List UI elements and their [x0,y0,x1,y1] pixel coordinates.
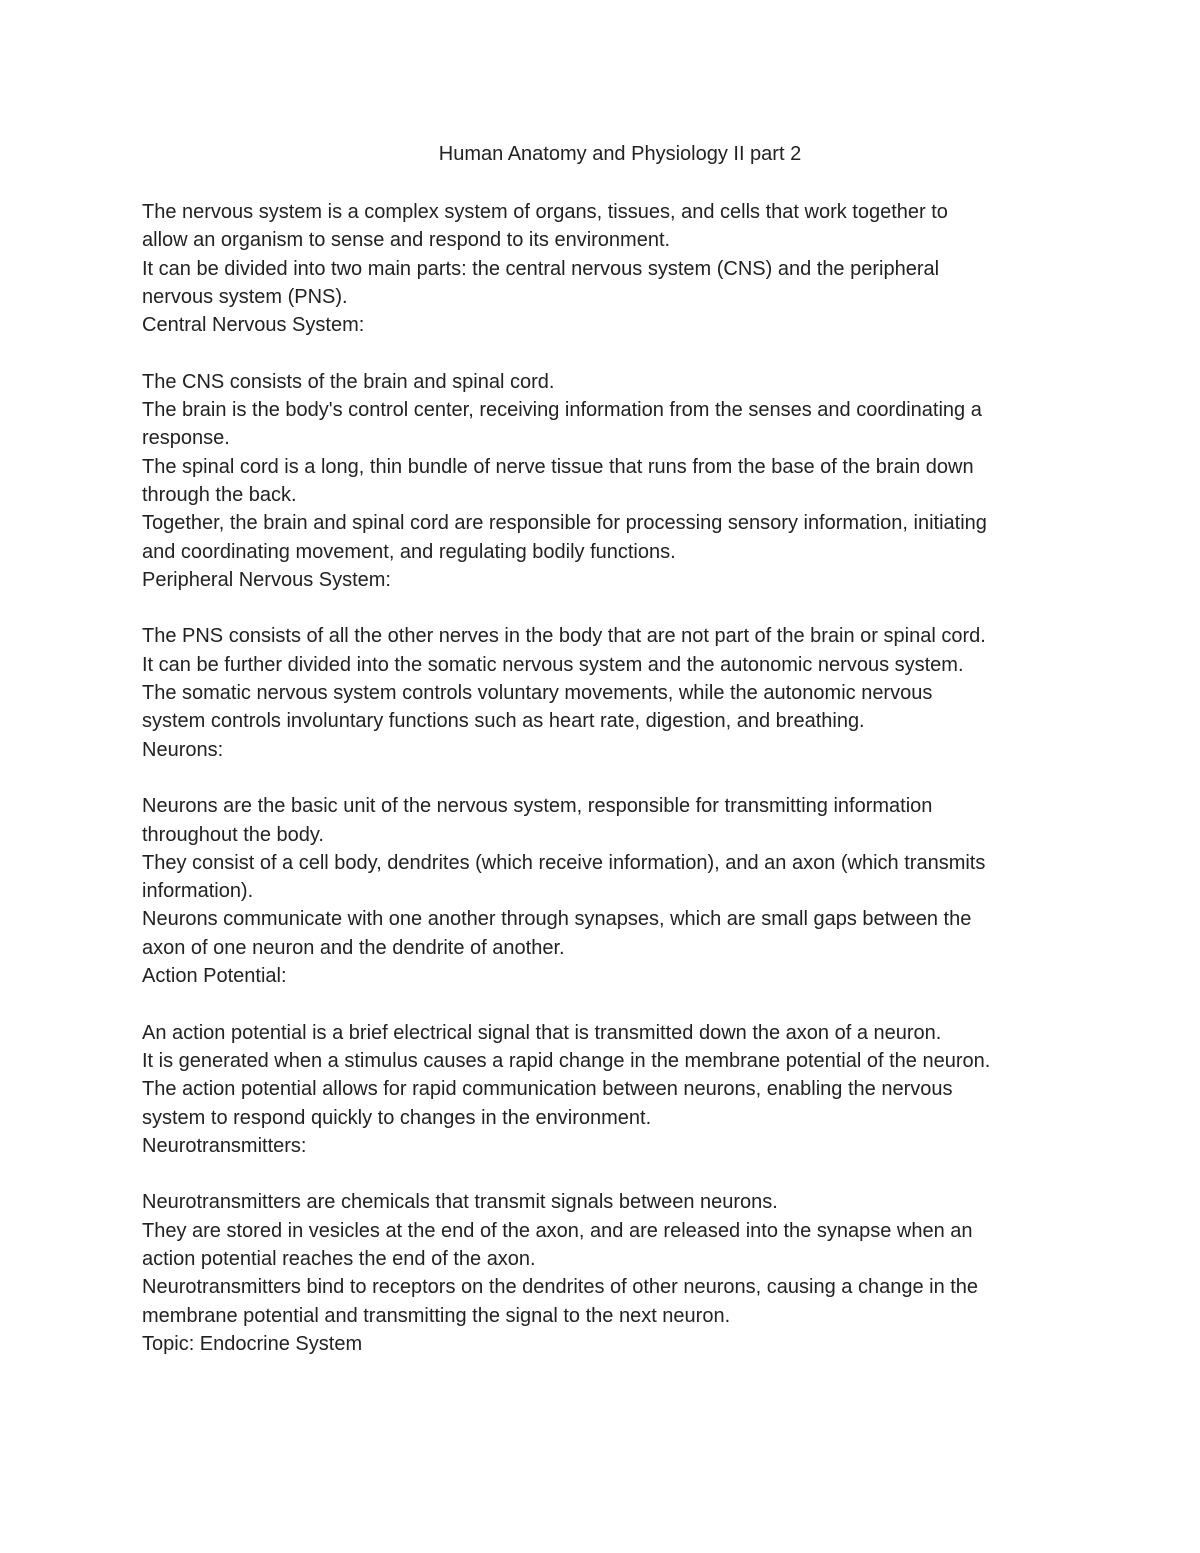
body-line: Neurotransmitters are chemicals that transmit signals between neurons. [142,1191,778,1214]
body-line: The CNS consists of the brain and spinal cord. [142,370,555,393]
body-line: through the back. [142,483,297,506]
body-line: Neurons: [142,738,224,761]
body-line: Peripheral Nervous System: [142,568,391,591]
body-line: An action potential is a brief electrical signal that is transmitted down the axon of a neuron. [142,1021,942,1044]
document-body [142,198,1082,1358]
body-line: The brain is the body's control center, receiving information from the senses and coordinating a [142,399,982,422]
body-line: The PNS consists of all the other nerves in the body that are not part of the brain or spinal cord. [142,625,986,648]
body-line: system to respond quickly to changes in the environment. [142,1106,652,1129]
body-line: Together, the brain and spinal cord are responsible for processing sensory information, initiating [142,512,987,535]
document-title: Human Anatomy and Physiology II part 2 [438,143,802,165]
body-line: It can be divided into two main parts: the central nervous system (CNS) and the peripheral [142,257,940,280]
body-line: Neurotransmitters bind to receptors on the dendrites of other neurons, causing a change in the [142,1276,979,1299]
body-line: Neurons are the basic unit of the nervous system, responsible for transmitting information [142,795,933,818]
blank-line [142,1160,1082,1188]
body-line: The somatic nervous system controls voluntary movements, while the autonomic nervous [142,682,933,705]
body-line: Neurotransmitters: [142,1134,307,1157]
body-line: The spinal cord is a long, thin bundle of nerve tissue that runs from the base of the brain down [142,455,974,478]
blank-line [142,594,1082,622]
body-line: It is generated when a stimulus causes a rapid change in the membrane potential of the neuron. [142,1049,991,1072]
blank-line [142,764,1082,792]
body-line: The nervous system is a complex system of organs, tissues, and cells that work together to [142,201,948,223]
blank-line [142,339,1082,367]
body-line: Topic: Endocrine System [142,1332,363,1355]
body-line: allow an organism to sense and respond to its environment. [142,229,671,252]
body-line: They consist of a cell body, dendrites (which receive information), and an axon (which transmits [142,851,986,874]
blank-line [142,990,1082,1018]
body-line: membrane potential and transmitting the signal to the next neuron. [142,1304,731,1327]
body-line: system controls involuntary functions such as heart rate, digestion, and breathing. [142,710,865,733]
body-line: throughout the body. [142,823,324,846]
body-line: and coordinating movement, and regulating bodily functions. [142,540,676,563]
body-line: action potential reaches the end of the axon. [142,1247,536,1270]
body-line: Action Potential: [142,965,287,988]
body-line: They are stored in vesicles at the end of the axon, and are released into the synapse when an [142,1219,973,1242]
body-line: It can be further divided into the somatic nervous system and the autonomic nervous system. [142,653,964,676]
body-line: nervous system (PNS). [142,285,348,308]
body-line: Neurons communicate with one another through synapses, which are small gaps between the [142,908,972,931]
body-line: information). [142,880,254,903]
body-line: The action potential allows for rapid communication between neurons, enabling the nervous [142,1078,953,1101]
body-line: response. [142,427,230,450]
body-line: axon of one neuron and the dendrite of another. [142,936,565,959]
body-line: Central Nervous System: [142,314,365,337]
